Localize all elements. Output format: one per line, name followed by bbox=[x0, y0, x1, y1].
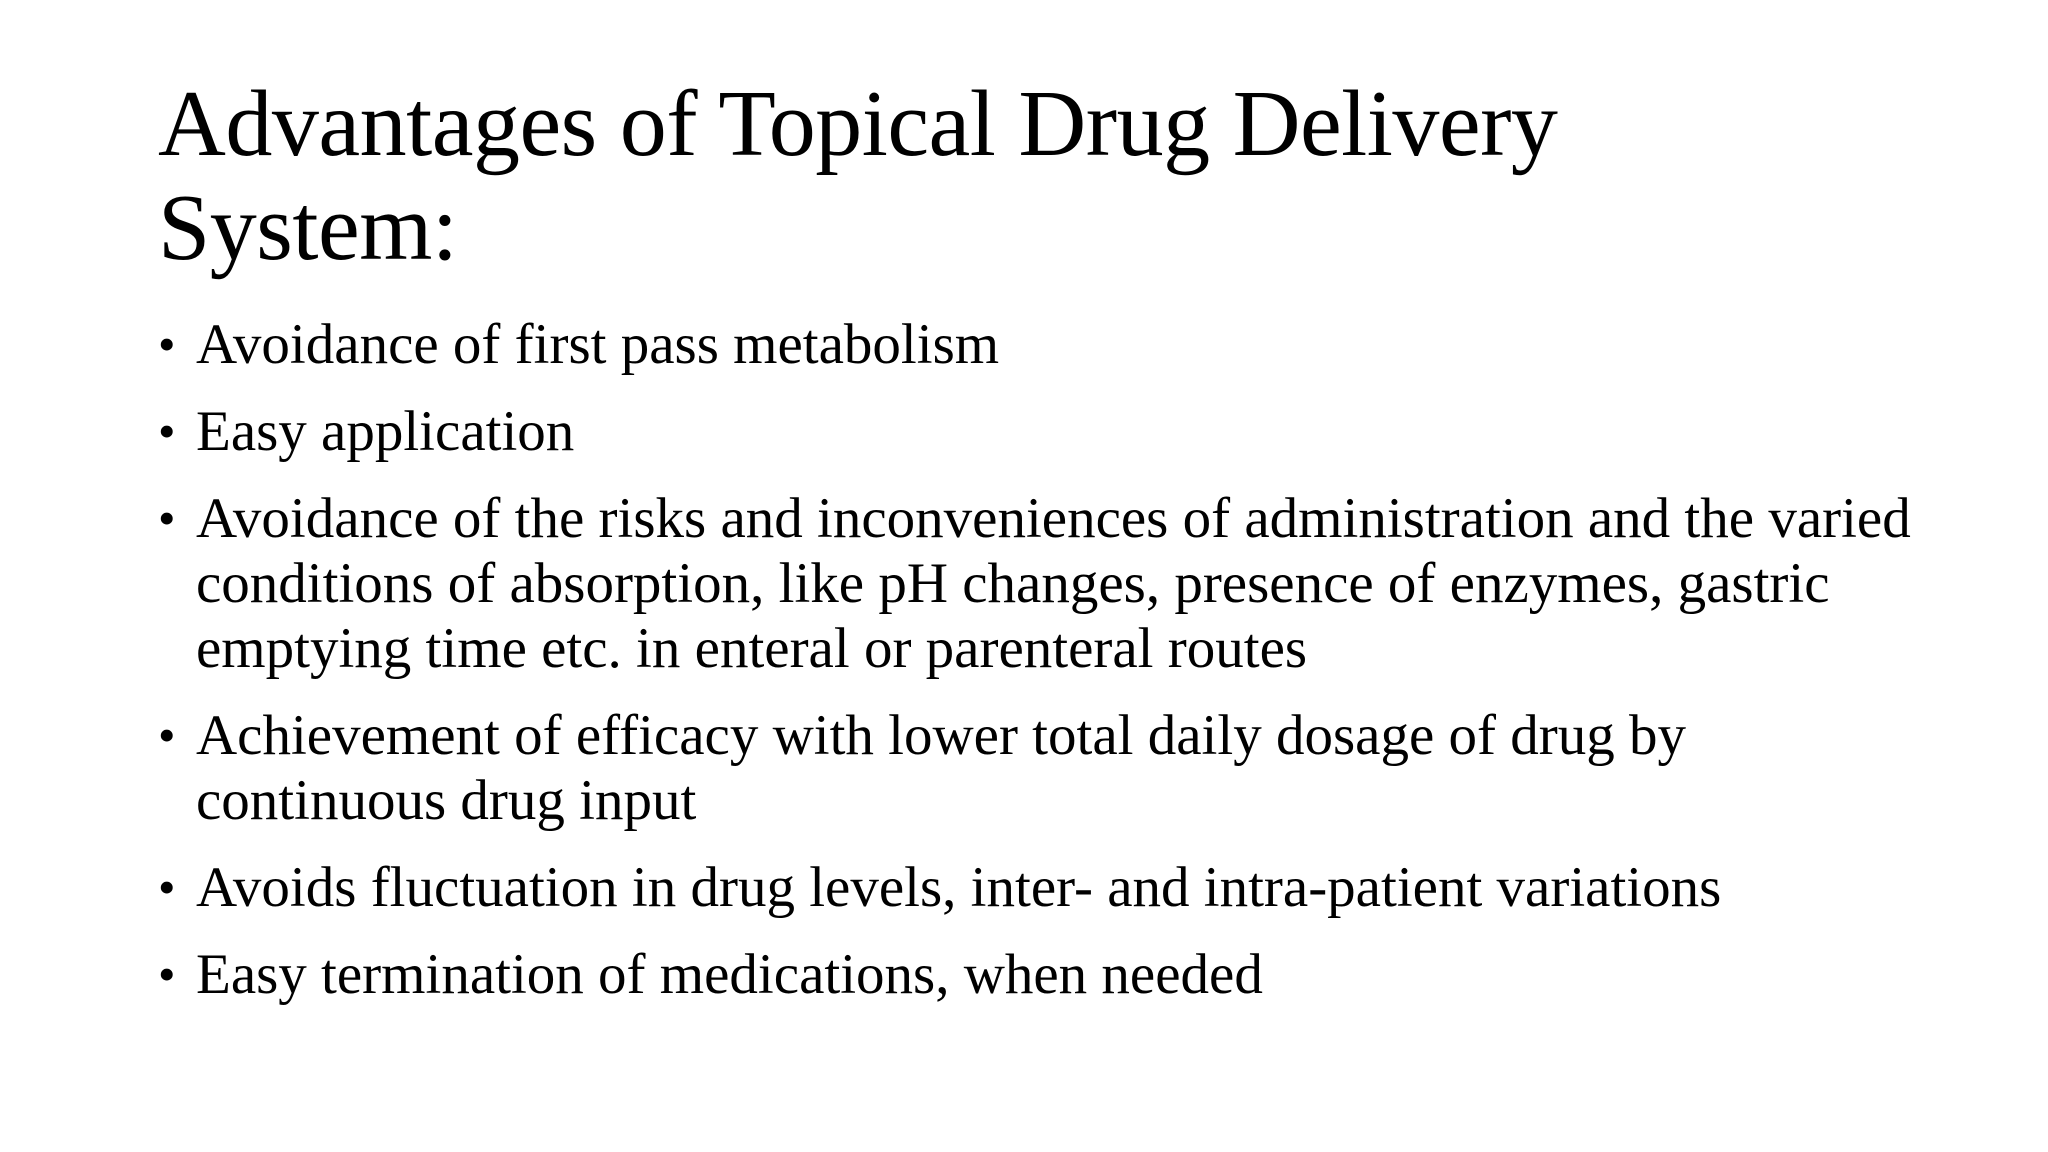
bullet-text: Easy application bbox=[196, 400, 575, 463]
bullet-icon: • bbox=[158, 316, 176, 372]
bullet-text: Achievement of efficacy with lower total daily dosage of drug by continuous drug input bbox=[196, 704, 1686, 832]
bullet-icon: • bbox=[158, 946, 176, 1002]
bullet-item bbox=[158, 703, 1918, 833]
bullet-text: Avoidance of first pass metabolism bbox=[196, 313, 1000, 376]
bullet-item bbox=[158, 399, 1918, 464]
slide-title: Advantages of Topical Drug Delivery System: bbox=[158, 72, 1558, 280]
bullet-icon: • bbox=[158, 490, 176, 546]
bullet-item bbox=[158, 942, 1918, 1007]
bullet-icon: • bbox=[158, 707, 176, 763]
bullet-item bbox=[158, 312, 1918, 377]
bullet-text: Avoidance of the risks and inconveniences of administration and the varied conditions of absorption, like pH changes, presence of enzymes, gastric emptying time etc. in enteral or parenteral routes bbox=[196, 487, 1911, 680]
bullet-text: Easy termination of medications, when needed bbox=[196, 943, 1263, 1006]
bullet-icon: • bbox=[158, 859, 176, 915]
bullet-text: Avoids fluctuation in drug levels, inter- and intra-patient variations bbox=[196, 856, 1722, 919]
bullet-list bbox=[158, 312, 1918, 1029]
bullet-icon: • bbox=[158, 403, 176, 459]
bullet-item bbox=[158, 855, 1918, 920]
bullet-item bbox=[158, 486, 1918, 681]
